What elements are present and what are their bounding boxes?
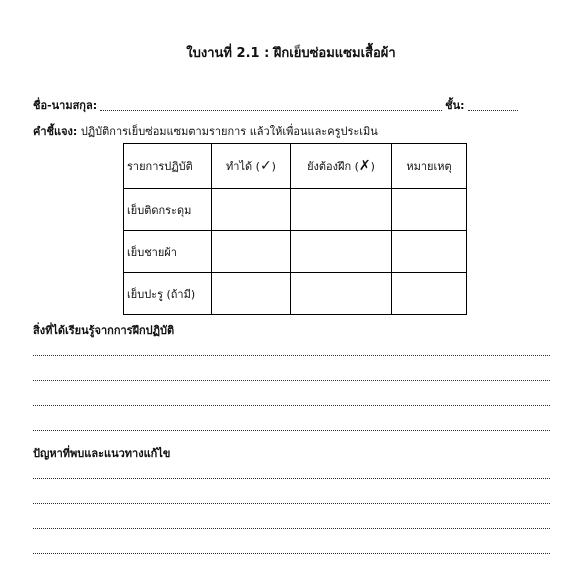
- row-practice-cell[interactable]: [291, 273, 392, 315]
- header-needs-practice: ยังต้องฝึก (✗): [291, 144, 392, 189]
- table-row: [124, 231, 467, 273]
- instructions-text: ปฏิบัติการเย็บซ่อมแซมตามรายการ แล้วให้เพื่อนและครูประเมิน: [80, 125, 378, 138]
- row-remarks-cell[interactable]: [392, 273, 467, 315]
- instructions-label: คำชี้แจง:: [33, 125, 78, 138]
- header-done: ทำได้ (✓): [212, 144, 291, 189]
- problems-line-2[interactable]: [33, 503, 550, 504]
- class-label: ชั้น:: [445, 99, 465, 112]
- row-practice-cell[interactable]: [291, 231, 392, 273]
- row-remarks-cell[interactable]: [392, 231, 467, 273]
- row-practice-cell[interactable]: [291, 189, 392, 231]
- learned-line-1[interactable]: [33, 355, 550, 356]
- learned-line-4[interactable]: [33, 430, 550, 431]
- row-task: เย็บปะรู (ถ้ามี): [124, 273, 212, 315]
- problems-line-3[interactable]: [33, 528, 550, 529]
- header-remarks: หมายเหตุ: [392, 144, 467, 189]
- problems-line-4[interactable]: [33, 553, 550, 554]
- row-done-cell[interactable]: [212, 231, 291, 273]
- row-done-cell[interactable]: [212, 189, 291, 231]
- row-remarks-cell[interactable]: [392, 189, 467, 231]
- row-task: เย็บติดกระดุม: [124, 189, 212, 231]
- cross-mark-icon: ✗: [358, 158, 371, 174]
- learned-section-title: สิ่งที่ได้เรียนรู้จากการฝึกปฏิบัติ: [33, 324, 175, 337]
- problems-line-1[interactable]: [33, 478, 550, 479]
- table-header-row: [124, 144, 467, 189]
- name-label: ชื่อ-นามสกุล:: [33, 99, 98, 112]
- name-fill-line[interactable]: [100, 110, 442, 111]
- evaluation-table: [123, 143, 467, 315]
- table-row: [124, 273, 467, 315]
- worksheet-title: ใบงานที่ 2.1 : ฝึกเย็บซ่อมแซมเสื้อผ้า: [186, 46, 396, 61]
- learned-line-2[interactable]: [33, 380, 550, 381]
- learned-line-3[interactable]: [33, 405, 550, 406]
- student-info-row: [33, 98, 533, 114]
- instructions: [33, 122, 378, 140]
- check-mark-icon: ✓: [259, 158, 272, 174]
- header-task: รายการปฏิบัติ: [124, 144, 212, 189]
- table-row: [124, 189, 467, 231]
- problems-section-title: ปัญหาที่พบและแนวทางแก้ไข: [33, 447, 171, 460]
- row-done-cell[interactable]: [212, 273, 291, 315]
- row-task: เย็บชายผ้า: [124, 231, 212, 273]
- class-fill-line[interactable]: [468, 110, 518, 111]
